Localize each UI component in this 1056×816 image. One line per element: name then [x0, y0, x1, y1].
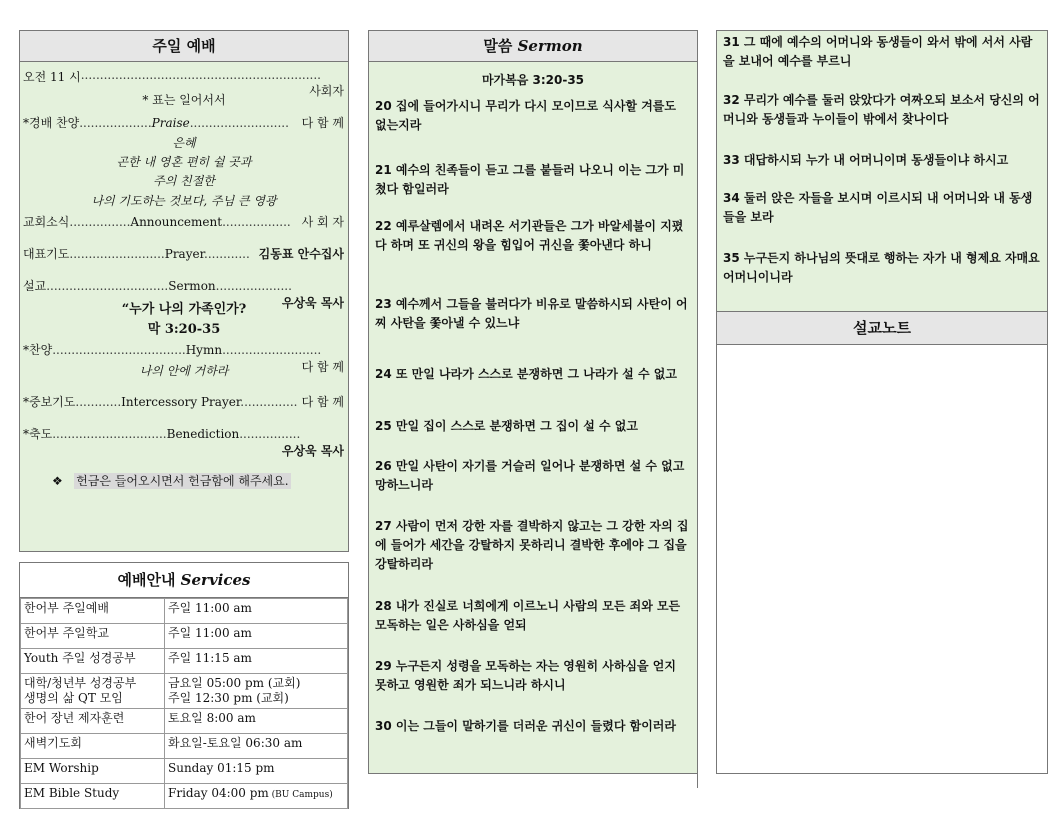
verse: 32 무리가 예수를 둘러 앉았다가 여짜오되 보소서 당신의 어머니와 동생들과 누이들이 밖에서 찾나이다: [723, 93, 1040, 126]
song-title: 곤한 내 영혼 편히 쉴 곳과: [116, 155, 252, 169]
diamond-bullet-icon: ❖: [52, 474, 63, 488]
verse: 31 그 때에 예수의 어머니와 동생들이 와서 밖에 서서 사람을 보내어 예수를 부르니: [723, 35, 1033, 68]
service-name: 한어 장년 제자훈련: [21, 709, 165, 734]
song-title: 은혜: [172, 136, 196, 150]
service-name: EM Bible Study: [21, 784, 165, 809]
verse: 20 집에 들어가시니 무리가 다시 모이므로 식사할 겨를도 없는지라: [375, 99, 676, 132]
hymn-row: *찬양...................................Hymn.......................... 다 함 께: [23, 343, 344, 374]
intercessory-row: *중보기도............Intercessory Prayer............... 다 함 께: [23, 395, 344, 409]
service-row: [21, 599, 348, 624]
service-name: EM Worship: [21, 759, 165, 784]
service-name: 새벽기도회: [21, 734, 165, 759]
scripture-reference: 마가복음 3:20-35: [481, 73, 585, 87]
services-box: [19, 562, 349, 809]
service-time: 금요일 05:00 pm (교회) 주일 12:30 pm (교회): [165, 674, 348, 709]
sermon-notes-title: 설교노트: [717, 311, 1047, 345]
verse: 35 누구든지 하나님의 뜻대로 행하는 자가 내 형제요 자매요 어머니이니라: [723, 251, 1040, 284]
verse: 22 예루살렘에서 내려온 서기관들은 그가 바알세불이 지폈다 하며 또 귀신의 왕을 힘입어 귀신을 쫓아낸다 하니: [375, 219, 684, 252]
service-name: 한어부 주일예배: [21, 599, 165, 624]
service-time: 토요일 8:00 am: [165, 709, 348, 734]
service-name: 한어부 주일학교: [21, 624, 165, 649]
verse: 23 예수께서 그들을 불러다가 비유로 말씀하시되 사탄이 어찌 사탄을 쫓아낼 수 있느냐: [375, 297, 688, 330]
service-name: Youth 주일 성경공부: [21, 649, 165, 674]
verse: 26 만일 사탄이 자기를 거슬러 일어나 분쟁하면 설 수 없고 망하느니라: [375, 459, 685, 492]
service-time-row: 오전 11 시 ............................................................... 사회자: [23, 68, 344, 98]
verse: 33 대답하시되 누가 내 어머니이며 동생들이냐 하시고: [723, 153, 1009, 167]
verse: 29 누구든지 성령을 모독하는 자는 영원히 사하심을 얻지 못하고 영원한 죄가 되느니라 하시니: [375, 659, 676, 692]
verse: 27 사람이 먼저 강한 자를 결박하지 않고는 그 강한 자의 집에 들어가 세간을 강탈하지 못하리니 결박한 후에야 그 집을 강탈하리라: [375, 519, 689, 571]
column-divider: [697, 774, 698, 788]
worship-order: [20, 62, 348, 551]
services-title: 예배안내 Services: [20, 563, 348, 598]
notes-column: [716, 30, 1048, 774]
service-time: 주일 11:00 am: [165, 599, 348, 624]
service-row: [21, 709, 348, 734]
verse: 28 내가 진실로 너희에게 이르노니 사람의 모든 죄와 모든 모독하는 일은 사하심을 얻되: [375, 599, 681, 632]
service-row: [21, 674, 348, 709]
service-time: Sunday 01:15 pm: [165, 759, 348, 784]
campus-label: (BU Campus): [268, 790, 333, 800]
verse: 25 만일 집이 스스로 분쟁하면 그 집이 설 수 없고: [375, 419, 638, 433]
service-row: [21, 649, 348, 674]
verse: 34 둘러 앉은 자들을 보시며 이르시되 내 어머니와 내 동생들을 보라: [723, 191, 1033, 224]
stand-note: * 표는 일어서서: [142, 93, 226, 107]
worship-column: [19, 30, 349, 809]
sermon-row: 설교................................Sermon.................... 우상욱 목사: [23, 279, 344, 310]
verse: 30 이는 그들이 말하기를 더러운 귀신이 들렸다 함이러라: [375, 719, 676, 733]
hymn-title: 나의 안에 거하라: [139, 364, 229, 378]
sermon-column: [368, 30, 698, 774]
service-time: 주일 11:00 am: [165, 624, 348, 649]
sermon-continuation: [717, 31, 1047, 311]
sermon-title: 말씀 Sermon: [369, 31, 697, 62]
sermon-title: “누가 나의 가족인가?: [121, 302, 247, 317]
services-table: [20, 598, 348, 809]
service-row: [21, 759, 348, 784]
service-row: [21, 784, 348, 809]
song-title: 주의 친절한: [153, 174, 215, 188]
service-time: Friday 04:00 pm (BU Campus): [165, 784, 348, 809]
verse: 21 예수의 친족들이 듣고 그를 붙들러 나오니 이는 그가 미쳤다 함일러라: [375, 163, 685, 196]
announcement-row: 교회소식................Announcement.................. 사 회 자: [23, 215, 344, 229]
song-title: 나의 기도하는 것보다, 주님 큰 영광: [91, 194, 277, 208]
offering-note: ❖ 헌금은 들어오시면서 헌금함에 해주세요.: [52, 474, 289, 488]
service-name: 대학/청년부 성경공부 생명의 삶 QT 모임: [21, 674, 165, 709]
sermon-reference: 막 3:20-35: [147, 322, 221, 337]
service-time: 주일 11:15 am: [165, 649, 348, 674]
worship-title: 주일 예배: [20, 31, 348, 62]
service-row: [21, 624, 348, 649]
benediction-row: *축도..............................Benediction................ 우상욱 목사: [23, 427, 344, 458]
prayer-row: 대표기도.........................Prayer............ 김동표 안수집사: [23, 247, 344, 261]
praise-row: *경배 찬양...................Praise.......................... 다 함 께: [23, 116, 344, 130]
service-row: [21, 734, 348, 759]
worship-order-box: [19, 30, 349, 552]
verse: 24 또 만일 나라가 스스로 분쟁하면 그 나라가 설 수 없고: [375, 367, 677, 381]
service-time: 화요일-토요일 06:30 am: [165, 734, 348, 759]
